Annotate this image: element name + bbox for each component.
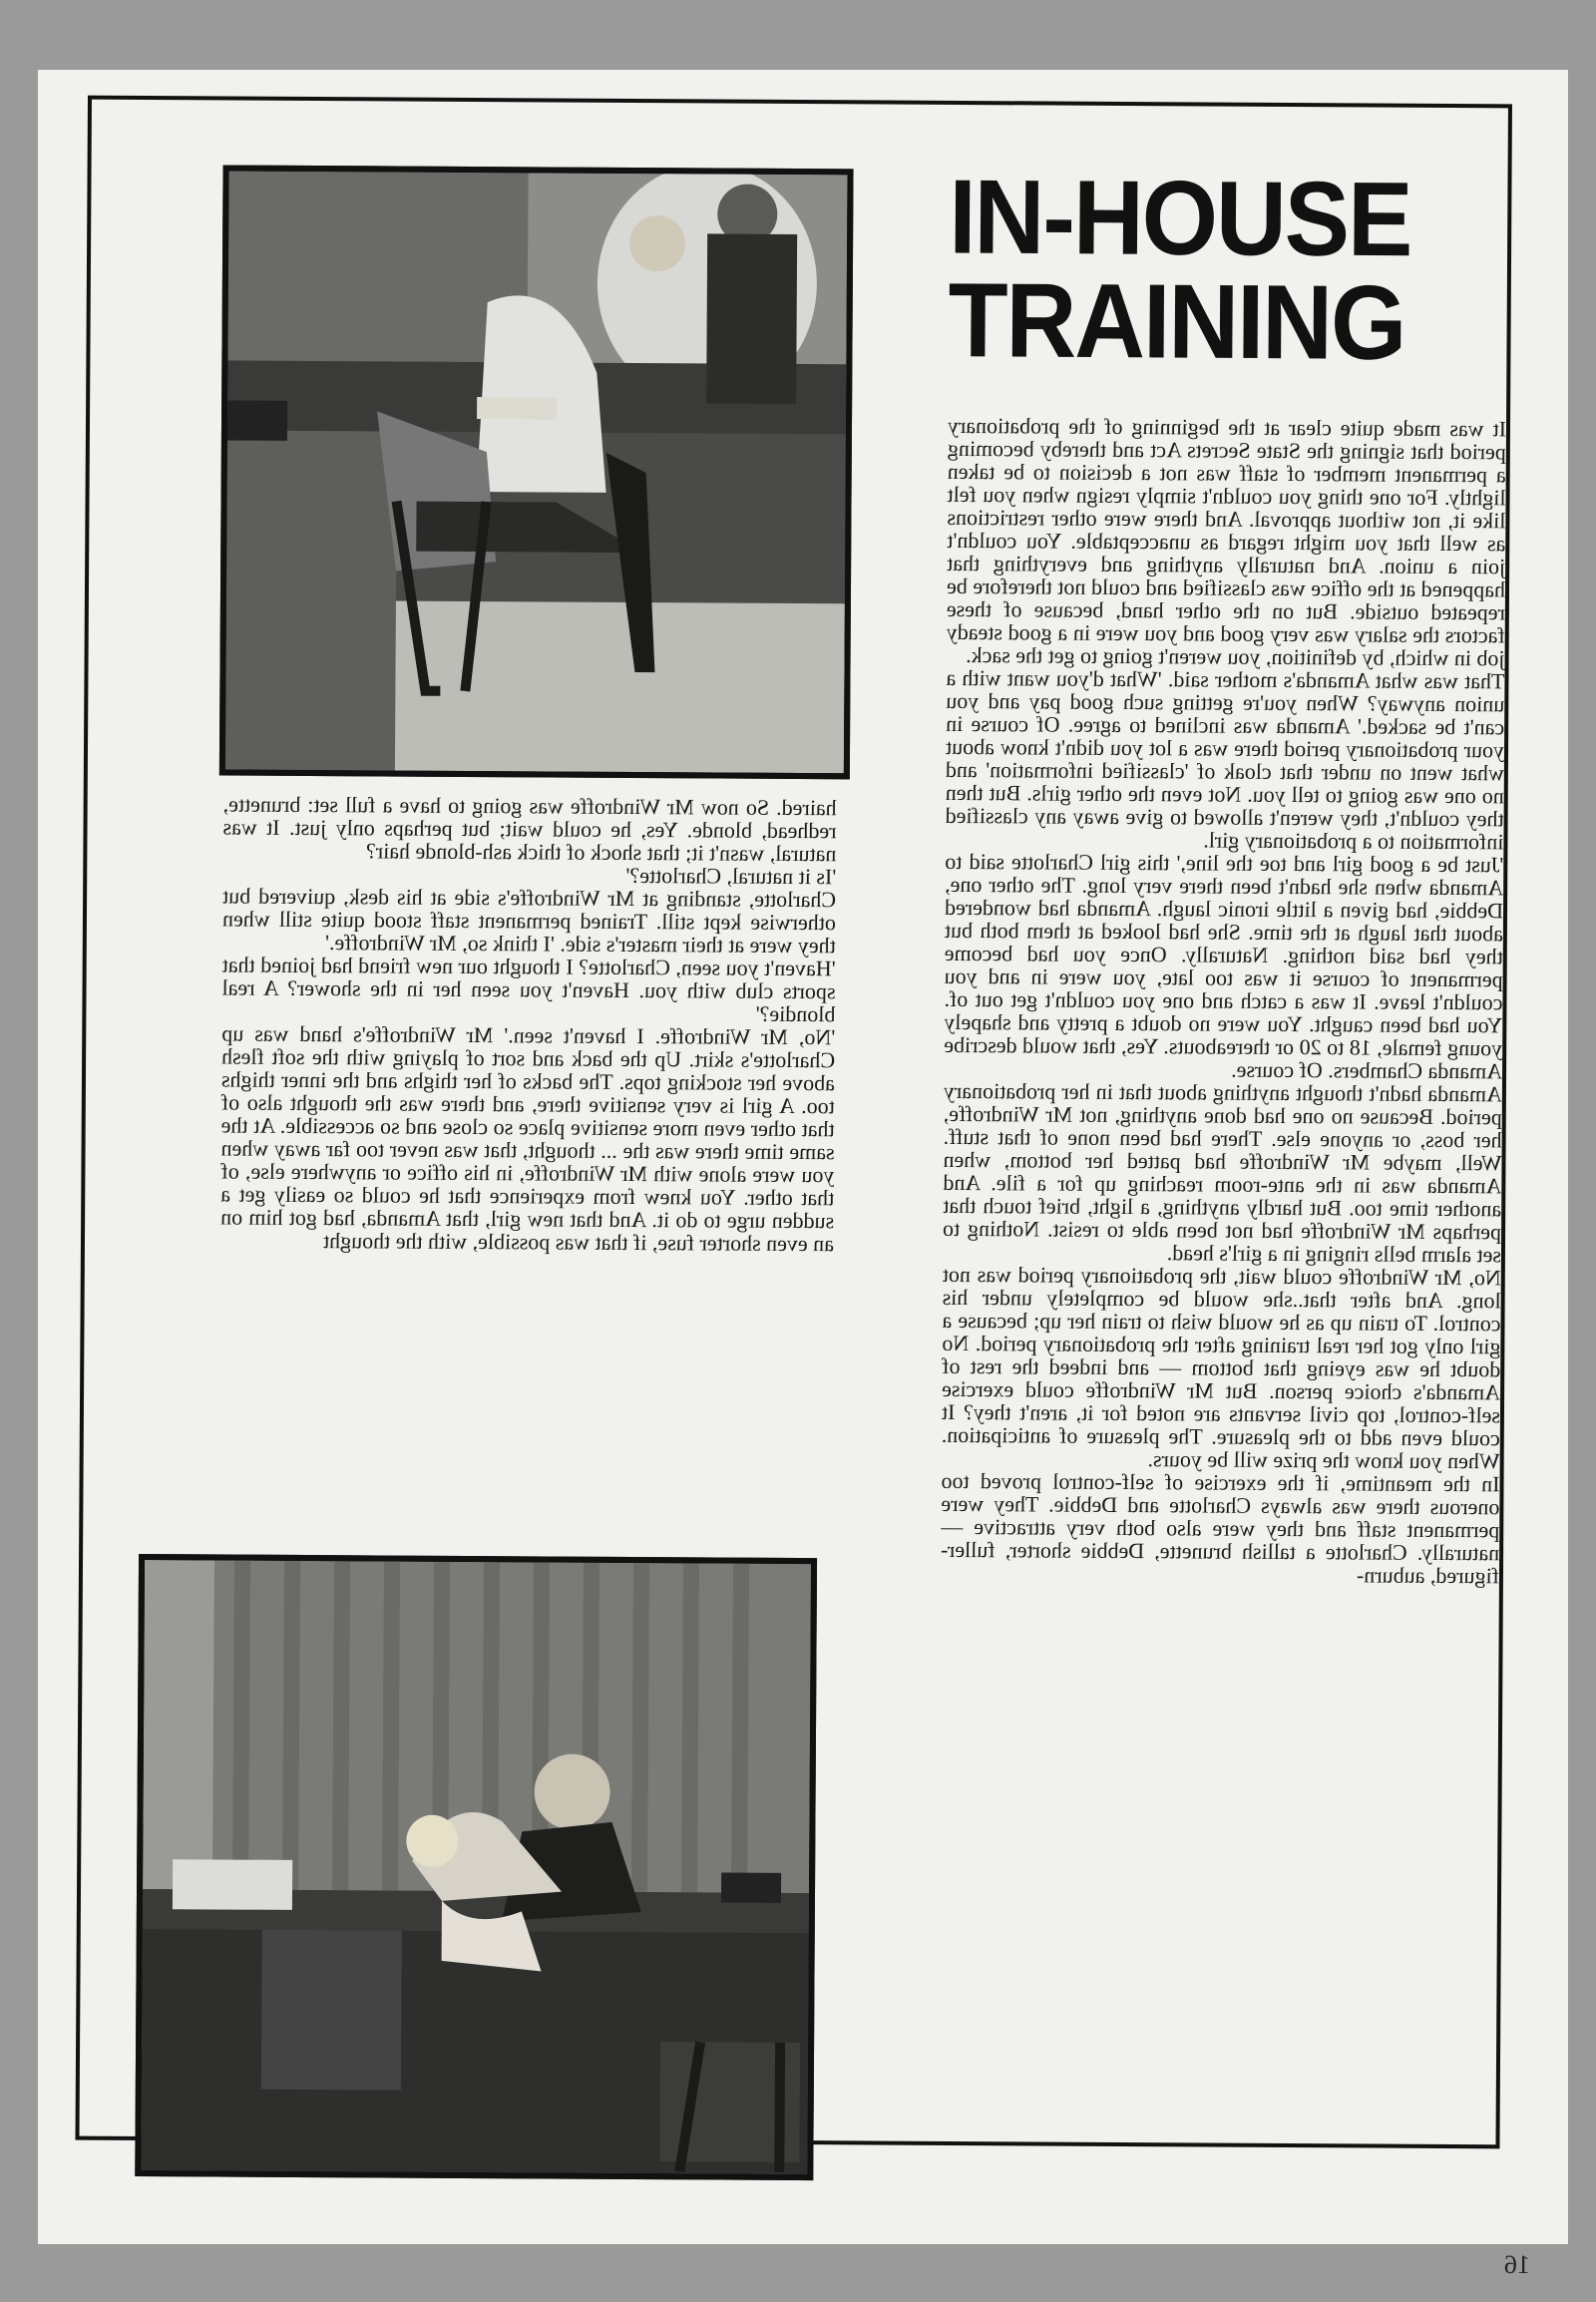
page-border [75, 96, 1511, 2149]
article-column-right [941, 414, 1506, 1587]
paragraph: Charlotte, standing at Mr Windroffe's side at his desk, quivered but otherwise kept still. Trained permanent staff stood quite still when they were at their master's side. 'I think so, Mr Windroffe.' [221, 883, 837, 959]
office-photo-top-image [225, 172, 848, 774]
paragraph: haired. So now Mr Windroffe was going to have a full set: brunette, redhead, blonde. Yes, he could wait; but perhaps only just. It was natural, wasn't it; that shock of thick ash-blonde hair? [222, 791, 837, 867]
paragraph: 'No, Mr Windroffe. I haven't seen.' Mr Windroffe's hand was up Charlotte's skirt. Up the back and sort of playing with the soft flesh above her stocking tops. The backs of her thighs and the inner thighs too. A girl is very sensitive there, and there was the thought also of that other even more sensitive place so close and so accessible. At the same time there was the ... thought, that was never too far away when you were alone with Mr Windroffe, in his office or anywhere else, of that other. You knew from experience that he could so easily get a sudden urge to do it. And that new girl, that Amanda, had got him on an even shorter fuse, if that was possible, with the thought [220, 1020, 836, 1257]
article-column-left [220, 792, 837, 1255]
office-photo-bottom [135, 1554, 817, 2180]
paragraph: It was made quite clear at the beginning of the probationary period that signing the State Secrets Act and thereby becoming a permanent member of staff was not a decision to be taken lightly. For one thing you couldn't simply resign when you felt like it, not without approval. And there were other restrictions as well that you might regard as unacceptable. You couldn't join a union. And naturally anything and everything that happened at the office was classified and could not therefore be repeated outside. But on the other hand, because of these factors the salary was very good and you were in a good steady job in which, by definition, you weren't going to get the sack. [946, 412, 1507, 671]
paragraph: That was what Amanda's mother said. 'What d'you want with a union anyway? When you're getting such good pay and you can't be sacked.' Amanda was inclined to agree. Of course in your probationary period there was a lot you didn't know about what went on under that cloak of 'classified information' and no one was going to tell you. Not even the other girls. But then they couldn't, they weren't allowed to give away any classified information to a probationary girl. [945, 664, 1505, 855]
paragraph: 'Is it natural, Charlotte?' [625, 862, 837, 890]
title-line-2: TRAINING [948, 260, 1405, 382]
paragraph: In the meantime, if the exercise of self-control proved too onerous there was always Charlotte and Debbie. They were permanent staff and they were also both very attractive — naturally. Charlotte a tallish brunette, Debbie shorter, fuller-figured, auburn- [941, 1467, 1500, 1589]
magazine-page [38, 70, 1568, 2279]
paragraph: Amanda hadn't thought anything about that in her probationary period. Because no one had done anything, not Mr Windroffe, her boss, or anyone else. There had been none of that stuff. Well, maybe Mr Windroffe had patted her bottom, when Amanda was in the ante-room reaching up for a file. And another time too. But hardly anything, a light, brief touch that perhaps Mr Windroffe had not been able to resist. Nothing to set alarm bells ringing in a girl's head. [943, 1077, 1503, 1268]
page-number: 16 [1504, 2250, 1530, 2279]
paragraph: 'Just be a good girl and toe the line,' this girl Charlotte said to Amanda when she hadn't been there very long. The other one, Debbie, had given a little ironic laugh. Amanda had wondered about that laugh at the time. She had looked at them both but they had said nothing. Naturally. Once you had become permanent of course it was too late, you were in and you couldn't leave. It was a catch and one you couldn't get out of. You had been caught. You were no doubt a pretty and shapely young female, 18 to 20 or thereabouts. Yes, that would describe Amanda Chambers. Of course. [944, 848, 1504, 1084]
article-title [948, 157, 1488, 417]
office-photo-top [219, 165, 854, 779]
paragraph: No, Mr Windroffe could wait, the probationary period was not long. And after that..she would be completely under his control. To train up as he would wish to train her up; because a girl only got her real training after the probationary period. No doubt he was eyeing that bottom — and indeed the rest of Amanda's choice person. But Mr Windroffe could exercise self-control, top civil servants are noted for it, aren't they? It could even add to the pleasure. The pleasure of anticipation. When you know the prize will be yours. [941, 1261, 1501, 1474]
office-photo-bottom-image [141, 1560, 811, 2174]
paragraph: 'Haven't you seen, Charlotte? I thought our new friend had joined that sports club with you. Haven't you seen her in the shower? A real blondie?' [221, 952, 836, 1027]
title-line-1: IN-HOUSE [948, 157, 1411, 278]
